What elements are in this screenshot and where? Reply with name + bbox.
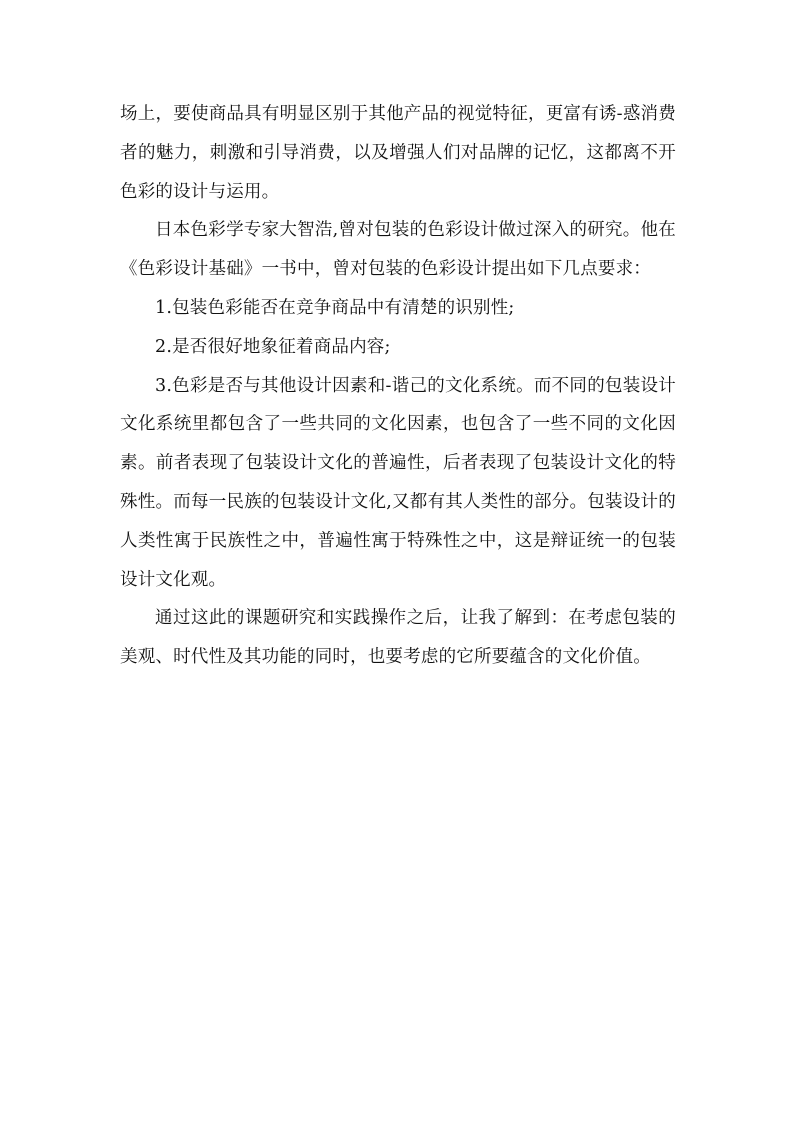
paragraph-color-expert: 日本色彩学专家大智浩,曾对包装的色彩设计做过深入的研究。他在《色彩设计基础》一书中，曾对包装的色彩设计提出如下几点要求： [120,220,676,280]
document-body [120,95,676,677]
paragraph-continuation: 场上，要使商品具有明显区别于其他产品的视觉特征，更富有诱-惑消费者的魅力，刺激和引导消费，以及增强人们对品牌的记忆，这都离不开色彩的设计与运用。 [120,104,676,202]
list-item-3: 3.色彩是否与其他设计因素和-谐己的文化系统。而不同的包装设计文化系统里都包含了一些共同的文化因素，也包含了一些不同的文化因素。前者表现了包装设计文化的普遍性，后者表现了包装设计文化的特殊性。而每一民族的包装设计文化,又都有其人类性的部分。包装设计的人类性寓于民族性之中，普遍性寓于特殊性之中，这是辩证统一的包装设计文化观。 [120,375,676,590]
list-item-2: 2.是否很好地象征着商品内容; [155,336,391,357]
list-item-1: 1.包装色彩能否在竞争商品中有清楚的识别性; [155,297,515,318]
paragraph-conclusion: 通过这此的课题研究和实践操作之后，让我了解到：在考虑包装的美观、时代性及其功能的同时，也要考虑的它所要蕴含的文化价值。 [120,608,676,668]
